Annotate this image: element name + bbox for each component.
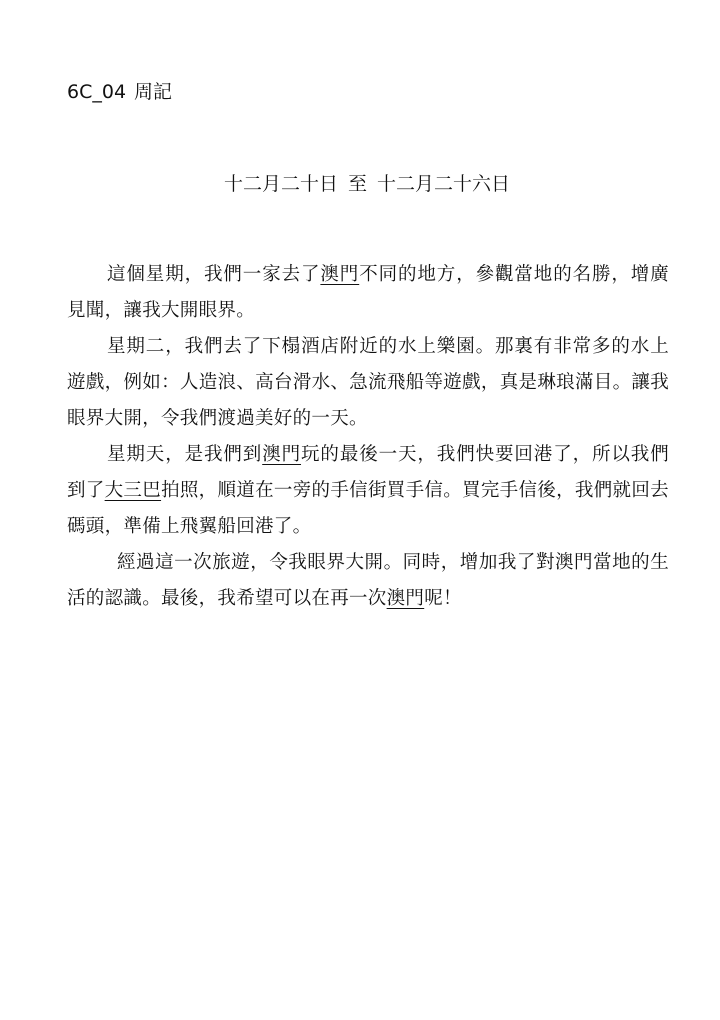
text-segment: 呢！ [424,588,462,609]
document-header [67,80,172,104]
date-start: 十二月二十日 [223,173,338,195]
paragraph-1 [67,257,669,329]
document-code: 6C_04 [67,81,127,103]
text-segment: 星期天，是我們到 [107,444,263,465]
date-end: 十二月二十六日 [377,173,511,195]
paragraph-4 [67,545,669,617]
place-name-macau: 澳門 [320,264,360,285]
date-separator: 至 [347,173,367,195]
text-segment: 星期二，我們去了下榻酒店附近的水上樂園。那裏有非常多的水上遊戲，例如：人造浪、高台滑水、急流飛船等遊戲，真是琳琅滿目。讓我眼界大開，令我們渡過美好的一天。 [67,336,669,429]
place-name-macau: 澳門 [386,588,425,609]
text-segment: 這個星期，我們一家去了 [107,264,321,285]
journal-body [67,257,669,617]
place-name-macau: 澳門 [262,444,302,465]
document-title: 周記 [134,81,173,103]
paragraph-2 [67,329,669,437]
text-segment: 經過這一次旅遊，令我眼界大開。同時，增加我了對澳門當地的生活的認識。最後，我希望可以在再一次 [67,552,669,609]
text-segment: 拍照，順道在一旁的手信街買手信。買完手信後，我們就回去碼頭，準備上飛翼船回港了。 [67,480,669,537]
paragraph-3 [67,437,669,545]
place-name-ruins-of-st-paul: 大三巴 [104,480,162,501]
date-range [0,172,720,196]
text-segment: 不同的地方，參觀當地的名勝，增廣見聞，讓我大開眼界。 [67,264,669,321]
text-segment: 玩的最後一天，我們快要回港了，所以我們到了 [67,444,670,501]
